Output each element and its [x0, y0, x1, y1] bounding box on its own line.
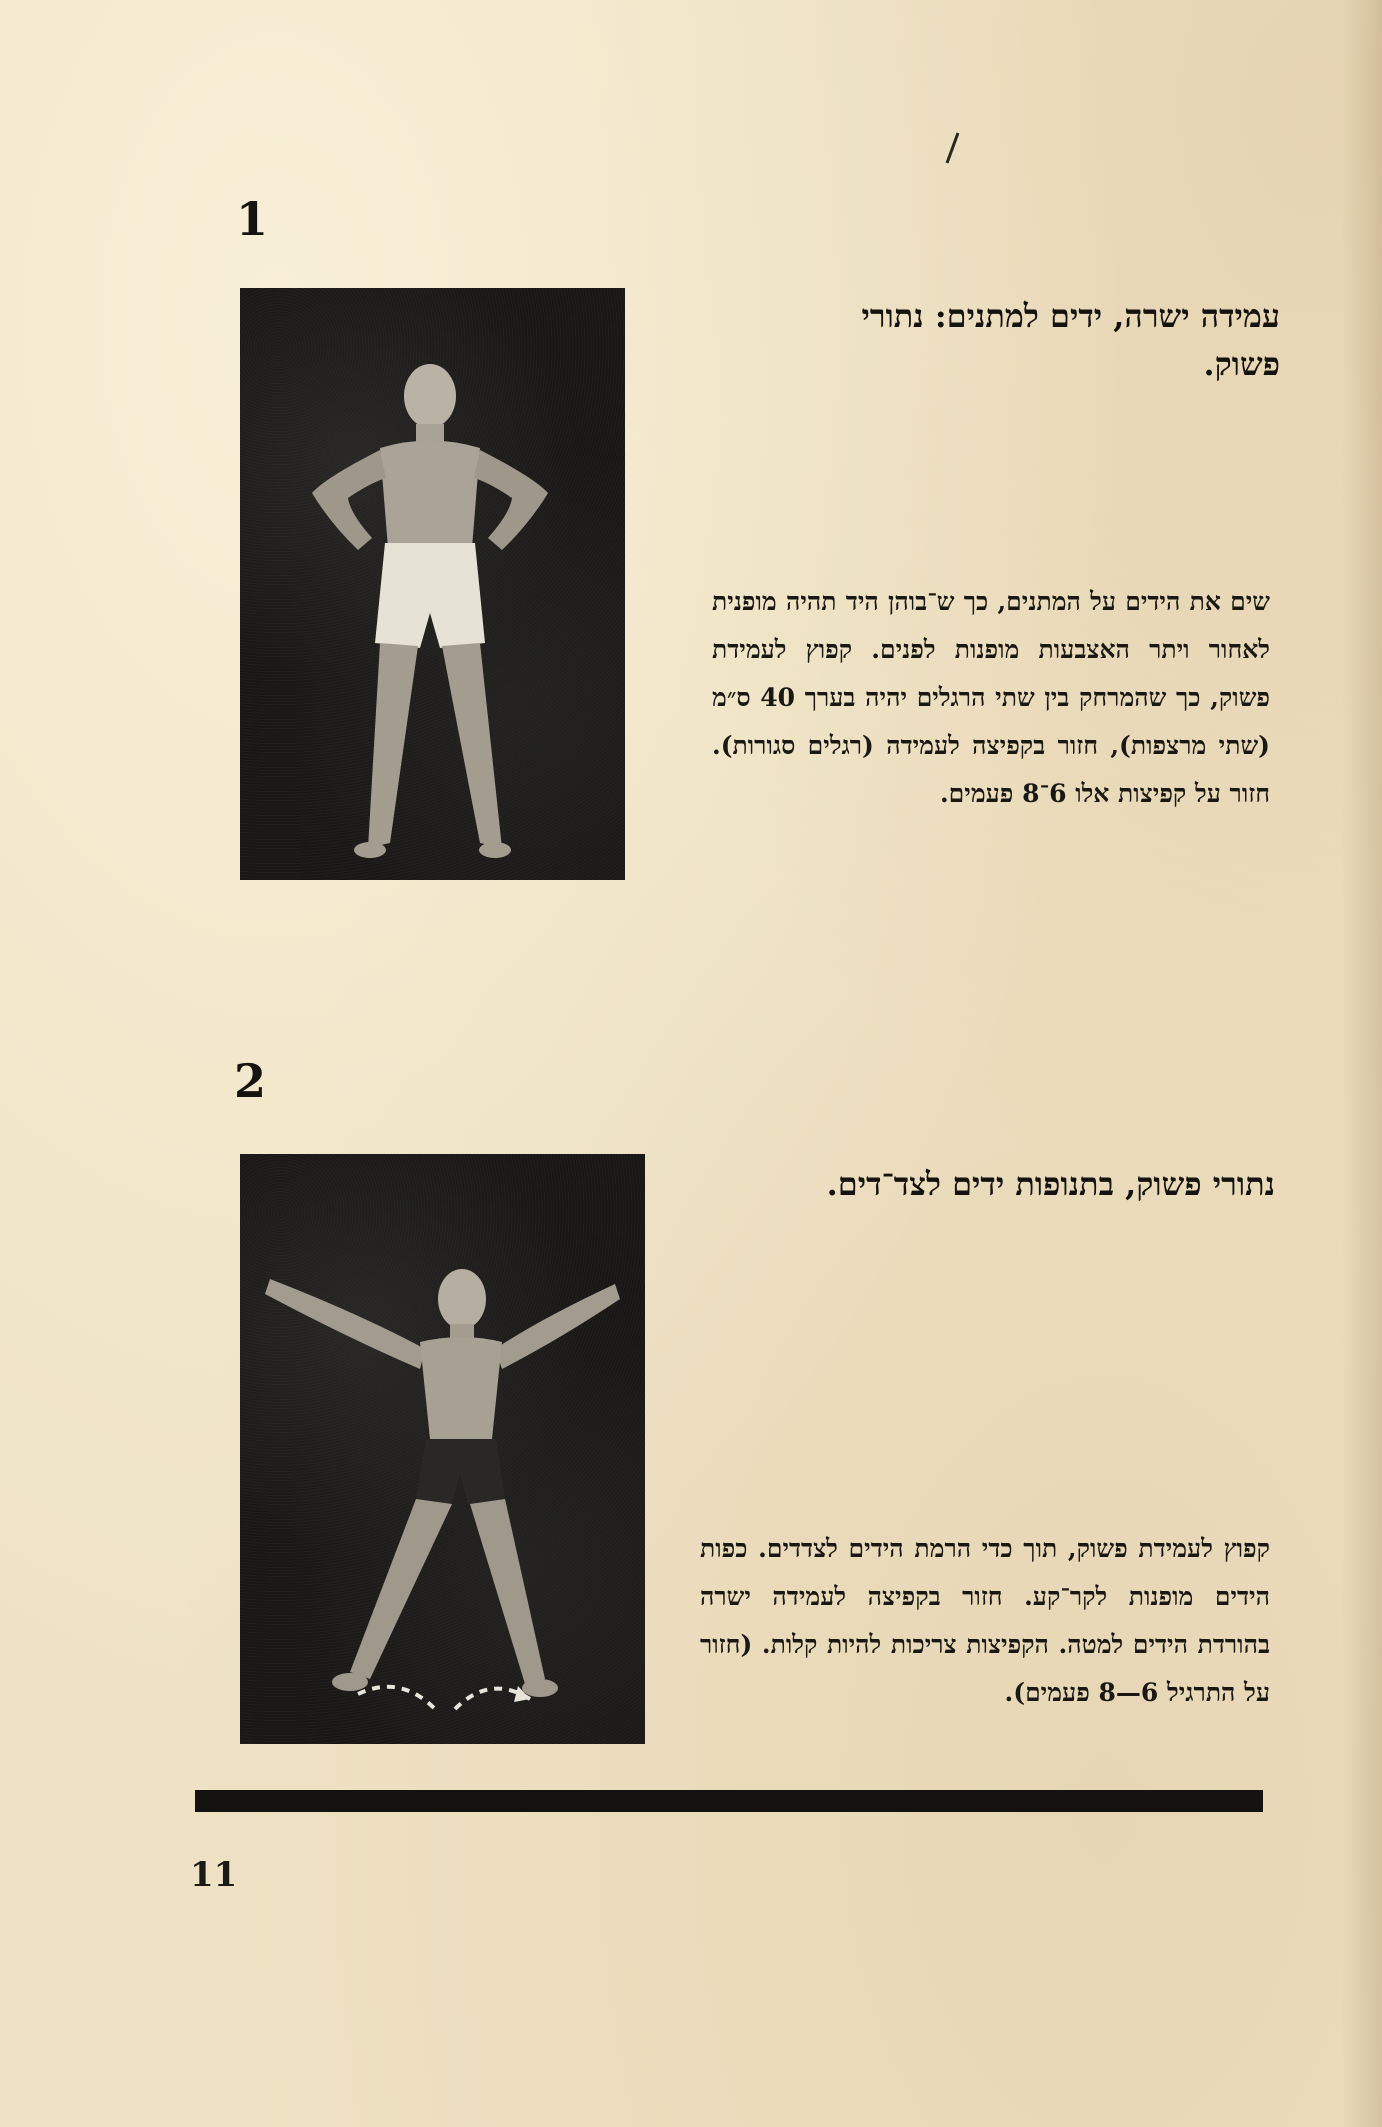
exercise-1-description: שים את הידים על המתנים, כך ש־בוהן היד תהיה מופנית לאחור ויתר האצבעות מופנות לפנים. קפוץ לעמידת פשוק, כך שהמרחק בין שתי הרגלים יהיה בערך 40 ס״מ (שתי מרצפות), חזור בקפיצה לעמידה (רגלים סגורות). חזור על קפיצות אלו 6־8 פעמים. — [712, 587, 1270, 808]
exercise-2-photo — [240, 1154, 645, 1744]
exercise-1-heading: עמידה ישרה, ידים למתנים: נתורי פשוק. — [861, 297, 1280, 383]
divider-rule — [195, 1790, 1263, 1812]
pen-mark — [946, 132, 960, 163]
exercise-2-description: קפוץ לעמידת פשוק, תוך כדי הרמת הידים לצדדים. כפות הידים מופנות לקר־קע. חזור בקפיצה לעמידה ישרה בהורדת הידים למטה. הקפיצות צריכות להיות קלות. (חזור על התרגיל 6—8 פעמים). — [700, 1534, 1270, 1707]
exercise-1-photo — [240, 288, 625, 880]
page-number: 11 — [190, 1855, 238, 1895]
exercise-2-number: 2 — [234, 1054, 267, 1108]
man-jumping-figure — [240, 1154, 645, 1744]
man-hands-on-hips-figure — [240, 288, 625, 880]
exercise-2-heading: נתורי פשוק, בתנופות ידים לצד־דים. — [826, 1165, 1275, 1203]
page-edge-shadow — [1342, 0, 1382, 2127]
exercise-1-number: 1 — [236, 192, 269, 246]
